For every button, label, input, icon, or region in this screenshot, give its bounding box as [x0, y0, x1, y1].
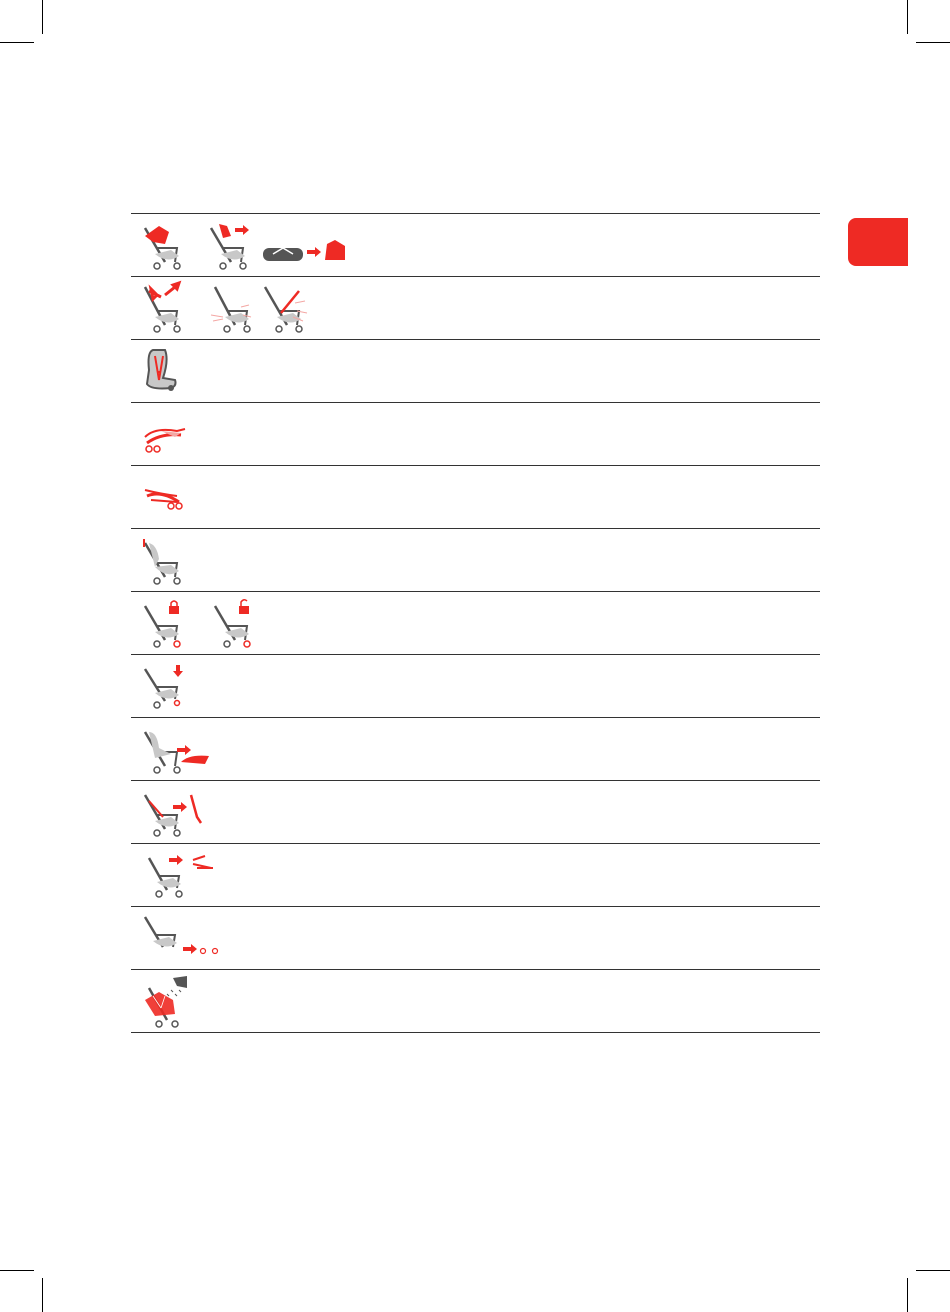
- stroller-folded-compact-icon: [145, 490, 182, 509]
- crop-mark: [0, 42, 34, 43]
- crop-mark: [916, 42, 950, 43]
- brake-locked-icon: [145, 601, 180, 647]
- crop-mark: [916, 1270, 950, 1271]
- rain-cover-icon: [145, 976, 187, 1027]
- table-row: [131, 403, 820, 466]
- table-row: [131, 655, 820, 718]
- seat-harness-icon: [147, 350, 176, 391]
- remove-harness-pads-icon: [149, 855, 213, 897]
- table-row: [131, 340, 820, 403]
- crop-mark: [907, 0, 908, 34]
- crop-mark: [42, 1278, 43, 1312]
- icon-table: [131, 213, 820, 1033]
- table-row: [131, 907, 820, 970]
- backrest-adjust-icon: [145, 283, 180, 332]
- remove-bumper-bar-icon: [145, 795, 201, 836]
- recline-upright-icon: [211, 287, 251, 332]
- handlebar-stroller-icon: [144, 539, 180, 584]
- remove-wheels-icon: [145, 917, 218, 954]
- crop-mark: [907, 1278, 908, 1312]
- remove-seat-fabric-icon: [145, 732, 209, 773]
- table-row: [131, 781, 820, 844]
- stroller-sun-canopy-icon: [145, 226, 180, 269]
- language-tab-marker: [848, 218, 908, 266]
- table-row: [131, 592, 820, 655]
- table-row: [131, 214, 820, 277]
- stroller-folded-icon: [145, 429, 185, 452]
- table-row: [131, 844, 820, 907]
- canopy-bag-icon: [263, 240, 345, 261]
- recline-flat-icon: [265, 287, 307, 332]
- swivel-wheel-lock-icon: [145, 665, 183, 708]
- table-row: [131, 718, 820, 781]
- table-row: [131, 970, 820, 1033]
- brake-unlocked-icon: [215, 600, 250, 647]
- table-row: [131, 466, 820, 529]
- remove-canopy-icon: [211, 224, 249, 269]
- crop-mark: [42, 0, 43, 34]
- table-row: [131, 277, 820, 340]
- crop-mark: [0, 1270, 34, 1271]
- table-row: [131, 529, 820, 592]
